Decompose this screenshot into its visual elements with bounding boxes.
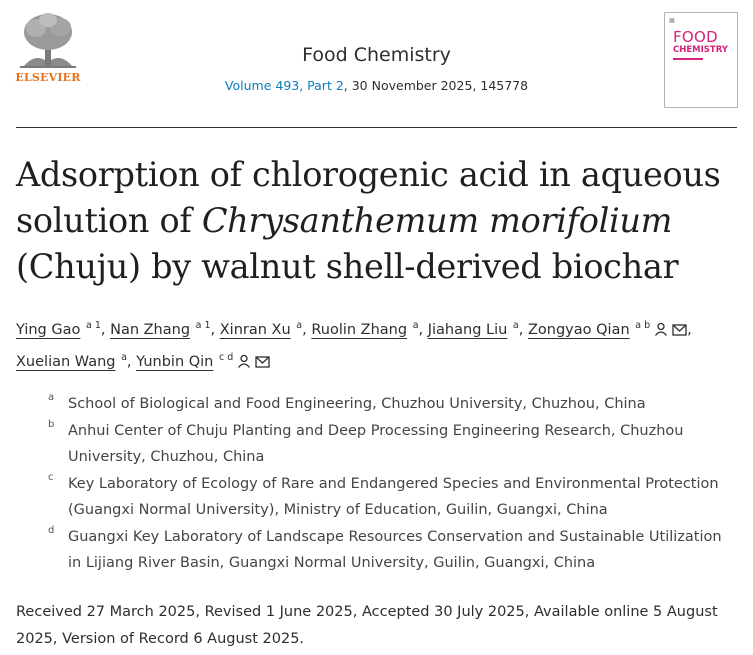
author-affil-sup: a [296, 320, 303, 331]
affiliation-text: Anhui Center of Chuju Planting and Deep Processing Engineering Research, Chuzhou University, Chuzhou, China [68, 422, 684, 465]
author-name[interactable]: Xuelian Wang [16, 354, 116, 370]
article-title [16, 152, 736, 290]
author-item[interactable] [311, 322, 418, 338]
affiliation-item [48, 524, 738, 577]
affiliation-label: c [48, 471, 54, 483]
author-name[interactable]: Jiahang Liu [427, 322, 508, 338]
author-name[interactable]: Ruolin Zhang [311, 322, 408, 338]
envelope-icon[interactable] [672, 319, 687, 345]
journal-cover-image[interactable] [664, 12, 738, 108]
author-affil-sup: a [412, 320, 419, 331]
author-affil-sup: a [512, 320, 519, 331]
affiliation-text: School of Biological and Food Engineering, Chuzhou University, Chuzhou, China [68, 396, 646, 412]
author-item[interactable] [220, 322, 302, 338]
author-name[interactable]: Xinran Xu [219, 322, 291, 338]
author-affil-sup: c d [219, 352, 234, 363]
author-affil-sup: a 1 [195, 320, 211, 331]
affiliation-text: Key Laboratory of Ecology of Rare and Endangered Species and Environmental Protection (Guangxi Normal University), Ministry of Education, Guilin, Guangxi, China [68, 475, 719, 518]
author-item[interactable] [528, 322, 687, 338]
publisher-name[interactable]: ELSEVIER [15, 71, 81, 84]
journal-title[interactable]: Food Chemistry [302, 44, 451, 66]
person-icon[interactable] [654, 319, 668, 345]
affiliation-label: a [48, 392, 55, 403]
author-affil-sup: a [121, 352, 127, 363]
title-part-2: (Chuju) by walnut shell-derived biochar [16, 247, 679, 286]
affiliation-label: d [48, 524, 55, 536]
envelope-icon[interactable] [255, 351, 270, 377]
article-history-dates: Received 27 March 2025, Revised 1 June 2025, Accepted 30 July 2025, Available online 5 August 2025, Version of Record 6 August 2025. [16, 604, 718, 647]
cover-title-chemistry: CHEMISTRY [673, 45, 728, 55]
author-name[interactable]: Nan Zhang [110, 322, 191, 338]
author-affil-sup: a 1 [85, 320, 101, 331]
affiliation-list [48, 391, 738, 577]
person-icon[interactable] [237, 351, 251, 377]
author-item[interactable] [428, 322, 519, 338]
header-divider [16, 127, 737, 128]
author-affil-sup: a b [635, 320, 651, 331]
affiliation-item [48, 471, 738, 524]
volume-link[interactable]: Volume 493, Part 2 [224, 78, 344, 93]
cover-logo-icon: ▦ [669, 17, 675, 24]
affiliation-item [48, 391, 738, 418]
author-item[interactable] [16, 322, 101, 338]
title-species-italic: Chrysanthemum morifolium [201, 201, 673, 240]
title-part-1: Adsorption of chlorogenic acid in aqueous solution of [16, 155, 721, 240]
issue-date-article-number: , 30 November 2025, 145778 [343, 78, 529, 93]
affiliation-label: b [48, 418, 55, 430]
author-name[interactable]: Zongyao Qian [527, 322, 630, 338]
affiliation-text: Guangxi Key Laboratory of Landscape Resources Conservation and Sustainable Utilization in Lijiang River Basin, Guangxi Normal University, Guilin, Guangxi, China [68, 528, 722, 571]
journal-meta [0, 78, 753, 93]
author-item[interactable] [136, 354, 270, 370]
cover-rule [673, 58, 703, 60]
author-item[interactable] [110, 322, 210, 338]
cover-title-food: FOOD [673, 28, 718, 46]
affiliation-item [48, 418, 738, 471]
author-name[interactable]: Yunbin Qin [136, 354, 214, 370]
author-name[interactable]: Ying Gao [16, 322, 81, 338]
author-item[interactable] [16, 354, 127, 370]
author-list: Ying Gao $^{a 1}$, Nan Zhang $^{a 1}$, Xinran Xu $^a$, Ruolin Zhang $^a$, Jiahang Liu $^a$, Zongyao Qian $^{a b}$ , Xuelian Wang $^a$, Yunbin Qin $^{c d}$ [16, 313, 741, 377]
